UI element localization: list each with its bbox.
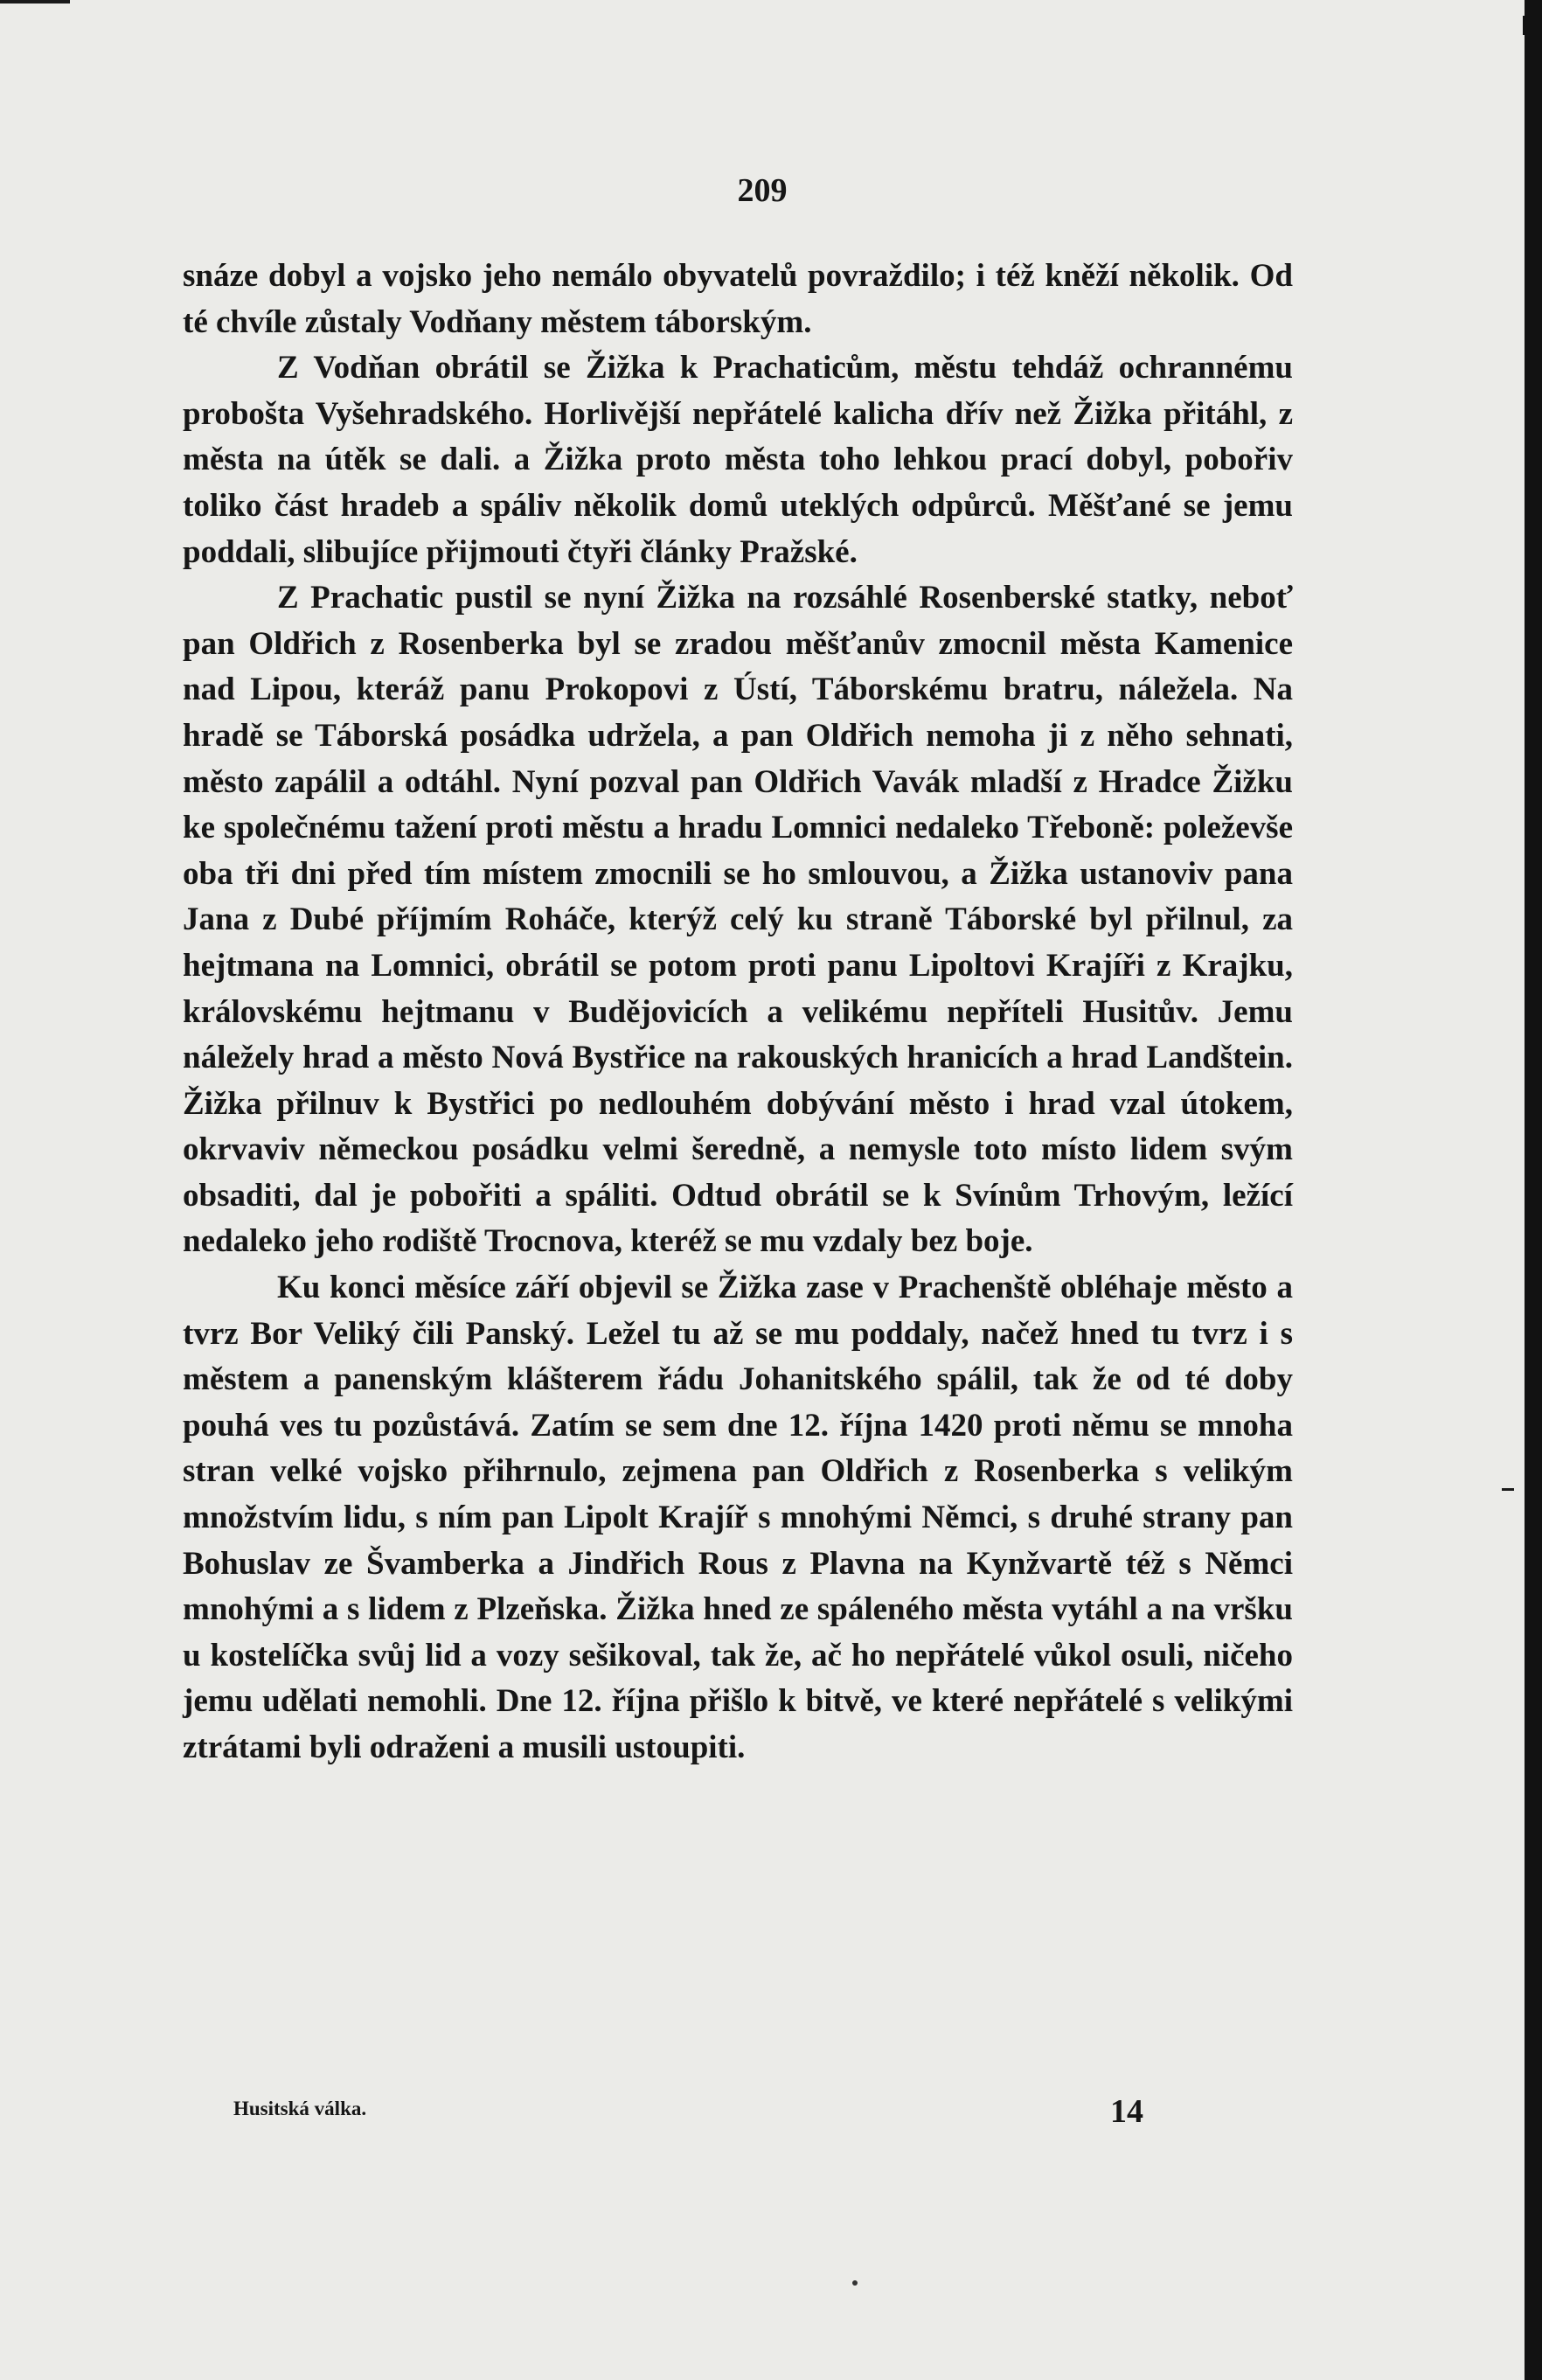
scan-edge-line bbox=[0, 0, 70, 3]
paragraph-2: Z Vodňan obrátil se Žižka k Prachaticům, městu tehdáž ochrannému probošta Vyšehradského. Horlivější nepřátelé kalicha dřív než Žižka přitáhl, z města na útěk se dali. a Žižka proto města toho lehkou prací dobyl, pobořiv toliko část hradeb a spáliv několik domů uteklých odpůrců. Měšťané se jemu poddali, slibujíce přijmouti čtyři články Pražské. bbox=[183, 350, 1293, 570]
footer-signature: Husitská válka. bbox=[233, 2098, 367, 2119]
printer-dot bbox=[852, 2280, 858, 2286]
page-number: 209 bbox=[737, 172, 788, 209]
paragraph-1: snáze dobyl a vojsko jeho nemálo obyvatelů povraždilo; i též kněží několik. Od té chvíle zůstaly Vodňany městem táborským. bbox=[183, 258, 1293, 340]
footer-sheet-number: 14 bbox=[1110, 2093, 1143, 2130]
body-text bbox=[183, 254, 1293, 1771]
paragraph-3: Z Prachatic pustil se nyní Žižka na rozsáhlé Rosenberské statky, neboť pan Oldřich z Rosenberka byl se zradou měšťanův zmocnil města Kamenice nad Lipou, kteráž panu Prokopovi z Ústí, Táborskému bratru, náležela. Na hradě se Táborská posádka udržela, a pan Oldřich nemoha ji z něho sehnati, město zapálil a odtáhl. Nyní pozval pan Oldřich Vavák mladší z Hradce Žižku ke společnému tažení proti městu a hradu Lomnici nedaleko Třeboně: poleževše oba tři dni před tím místem zmocnili se ho smlouvou, a Žižka ustanoviv pana Jana z Dubé příjmím Roháče, kterýž celý ku straně Táborské byl přilnul, za hejtmana na Lomnici, obrátil se potom proti panu Lipoltovi Krajíři z Krajku, královskému hejtmanu v Budějovicích a velikému nepříteli Husitův. Jemu náležely hrad a město Nová Bystřice na rakouských hranicích a hrad Landštein. Žižka přilnuv k Bystřici po nedlouhém dobývání město i hrad vzal útokem, okrvaviv německou posádku velmi šeredně, a nemysle toto místo lidem svým obsaditi, dal je pobořiti a spáliti. Odtud obrátil se k Svínům Trhovým, ležící nedaleko jeho rodiště Trocnova, kteréž se mu vzdaly bez boje. bbox=[183, 580, 1293, 1260]
margin-tick bbox=[1502, 1488, 1514, 1491]
scan-corner-mark bbox=[1523, 16, 1542, 35]
paragraph-4: Ku konci měsíce září objevil se Žižka zase v Prachenště obléhaje město a tvrz Bor Veliký čili Panský. Ležel tu až se mu poddaly, načež hned tu tvrz i s městem a panenským klášterem řádu Johanitského spálil, tak že od té doby pouhá ves tu pozůstává. Zatím se sem dne 12. října 1420 proti němu se mnoha stran velké vojsko přihrnulo, zejmena pan Oldřich z Rosenberka s velikým množstvím lidu, s ním pan Lipolt Krajíř s mnohými Němci, s druhé strany pan Bohuslav ze Švamberka a Jindřich Rous z Plavna na Kynžvartě též s Němci mnohými a s lidem z Plzeňska. Žižka hned ze spáleného města vytáhl a na vršku u kostelíčka svůj lid a vozy sešikoval, tak že, ač ho nepřátelé vůkol osuli, ničeho jemu udělati nemohli. Dne 12. října přišlo k bitvě, ve které nepřátelé s velikými ztrátami byli odraženi a musili ustoupiti. bbox=[183, 1270, 1293, 1765]
